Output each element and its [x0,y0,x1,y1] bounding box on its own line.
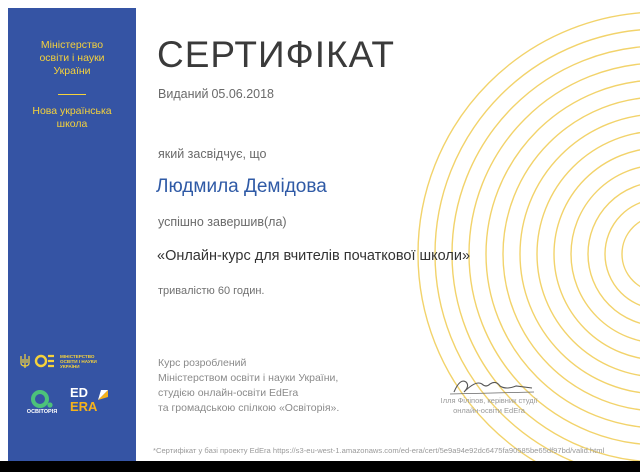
mon-logo-text: МІНІСТЕРСТВО ОСВІТИ І НАУКИ УКРАЇНИ [60,353,97,369]
developed-by-block: Курс розроблений Міністерством освіти і науки України, студією онлайн-освіти EdEra та громадською спілкою «Освіторія». [158,357,340,414]
trident-icon [20,353,30,369]
ring-line [588,182,640,326]
verification-footnote: *Сертифікат у базі проекту EdEra https://s3-eu-west-1.amazonaws.com/ed-era/cert/5e9a94e92dc6475fa90585be65df97bd/valid.html [153,446,605,455]
sidebar-divider [58,94,86,95]
edera-era-text: ERA [70,399,98,414]
ring-line [622,216,640,292]
edera-logo [70,386,114,420]
edera-arrow-icon [96,388,110,402]
sidebar-panel [8,8,136,461]
completed-text: успішно завершив(ла) [158,215,287,229]
ring-line [554,148,640,360]
issued-date: 05.06.2018 [211,87,274,101]
ministry-label: Міністерство освіти і науки України [39,39,105,77]
osvitoria-label: ОСВІТОРІЯ [26,409,58,415]
issued-label: Виданий [158,87,209,101]
issued-line [158,87,274,101]
duration-text: тривалістю 60 годин. [158,285,265,297]
signer-caption: Ілля Філіпов, керівник студії онлайн-освіти EdEra [440,396,538,415]
certifies-text: який засвідчує, що [158,147,267,161]
bottom-black-bar [0,461,640,472]
certificate-page [8,8,640,461]
edera-ed-text: ED [70,385,89,400]
osvitoria-logo-icon [26,390,56,410]
mon-logo [20,352,104,370]
certificate-title: СЕРТИФІКАТ [157,34,395,75]
new-ukrainian-school-label: Нова українська школа [32,105,112,130]
mon-mark-icon [34,353,56,369]
recipient-name: Людмила Демідова [156,176,327,197]
course-title: «Онлайн-курс для вчителів початкової школи» [157,248,471,264]
